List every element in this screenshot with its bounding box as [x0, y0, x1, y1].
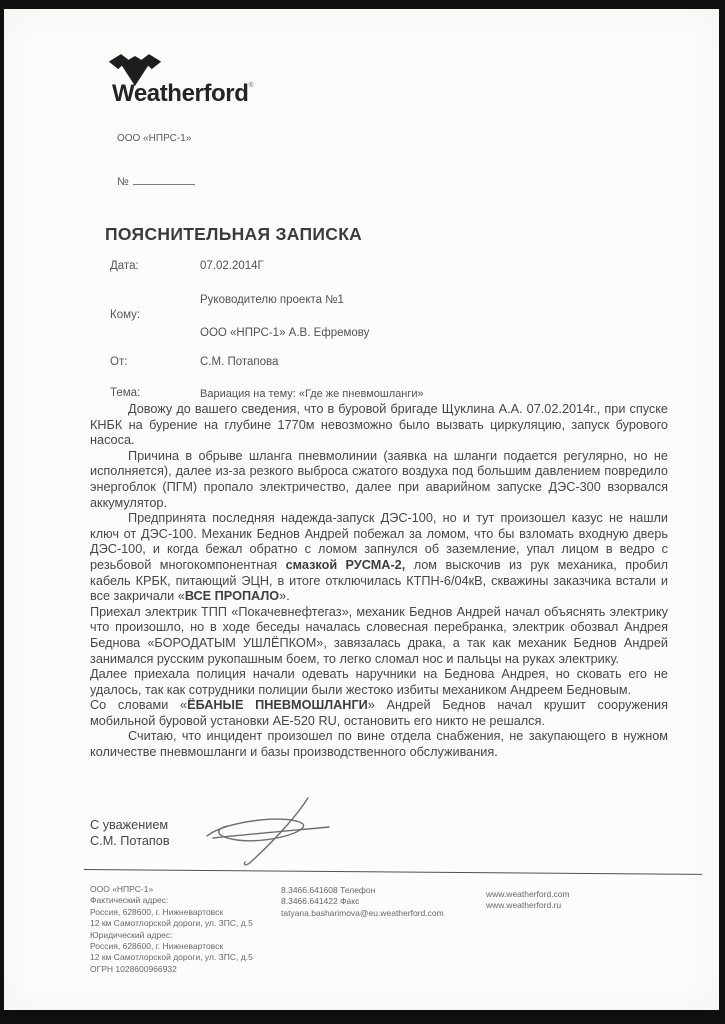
letter-body	[90, 402, 668, 761]
paragraph-text: Довожу до вашего сведения, что в буровой бригаде Щуклина А.А. 07.02.2014г., при спуске КНБК на бурение на глубине 1770м невозможно было вызвать циркуляцию, запуск бурового насоса.	[90, 402, 668, 448]
subject-label: Тема:	[110, 387, 141, 399]
paragraph-text: Приехал электрик ТПП «Покачевнефтегаз», механик Беднов Андрей начал объяснять электрику что произошло, но в ходе беседы началась словесная перебранка, электрик обозвал Андрея Беднова «БОРОДАТЫМ УШЛЁПКОМ», завязалась драка, а так как механик Беднов Андрей занимался русским рукопашным боем, то легко сломал нос и пальцы на руках электрику.	[90, 604, 668, 666]
paragraph-text: ».	[279, 589, 290, 604]
company-wordmark	[112, 80, 253, 108]
from-label: От:	[110, 356, 128, 368]
footer-website-com: www.weatherford.com	[486, 889, 570, 899]
paragraph-text: Предпринята последняя надежда-запуск ДЭС-100, но и тут произошел казус не нашли ключ от ДЭС-100. Механик Беднов Андрей побежал за ломом, что бы взломать входную дверь ДЭС-100, и когда бежал обратно с ломом запнулся об заземление, упал лицом в ведро с резьбовой многокомпонентная	[90, 511, 668, 572]
footer-address-line: Россия, 628600, г. Нижневартовск	[90, 906, 224, 917]
bold-text-rusma-grease: смазкой РУСМА-2,	[285, 557, 406, 572]
footer-org-name: ООО «НПРС-1»	[90, 884, 154, 894]
body-paragraph	[90, 667, 668, 698]
paragraph-text: Со словами «	[90, 698, 188, 713]
footer-email: tatyana.basharimova@eu.weatherford.com	[281, 907, 444, 918]
paragraph-text: Причина в обрыве шланга пневмолинии (заявка на шланги подается регулярно, но не исполняется), далее из-за резкого выброса сжатого воздуха под большим давлением повредило энергоблок (ПГМ) пропало электричество, далее при аварийном запуске ДЭС-300 взорвался аккумулятор.	[90, 448, 668, 510]
document-title: ПОЯСНИТЕЛЬНАЯ ЗАПИСКА	[105, 224, 363, 244]
from-value: С.М. Потапова	[200, 356, 279, 368]
body-paragraph	[90, 698, 668, 729]
paragraph-text: » Андрей Беднов начал крушит сооружения мобильной буровой установки АЕ-520 RU, остановить его никто не решался.	[90, 698, 668, 728]
footer-fax: 8.3466.641422 Факс	[281, 896, 360, 907]
bold-text-all-lost: ВСЕ ПРОПАЛО	[184, 589, 280, 604]
company-name: Weatherford	[112, 80, 249, 107]
date-label: Дата:	[110, 260, 139, 272]
footer-web-block	[486, 889, 570, 912]
to-recipient-name: ООО «НПРС-1» А.В. Ефремову	[200, 327, 370, 339]
sender-name: С.М. Потапов	[90, 834, 170, 848]
handwritten-signature	[193, 796, 351, 874]
body-paragraph	[90, 729, 668, 760]
date-value: 07.02.2014Г	[200, 260, 264, 272]
footer-address-line: 12 км Самотлорской дороги, ул. ЗПС, д.5	[90, 952, 253, 963]
footer-ogrn: ОГРН 1028600966932	[90, 963, 177, 974]
subject-value: Вариация на тему: «Где же пневмошланги»	[200, 388, 424, 400]
document-number-row	[117, 174, 195, 188]
footer-legal-address-label: Юридический адрес:	[90, 929, 173, 940]
bold-text-pnevmoshlangi: ЁБАНЫЕ ПНЕВМОШЛАНГИ	[187, 698, 368, 713]
body-paragraph	[90, 605, 668, 667]
footer-website-ru: www.weatherford.ru	[486, 900, 562, 911]
footer-actual-address-label: Фактический адрес:	[90, 895, 169, 906]
footer-contact-block	[281, 885, 444, 919]
number-label: №	[117, 176, 129, 188]
footer-address-block	[90, 884, 253, 975]
org-name: ООО «НПРС-1»	[117, 133, 192, 144]
closing-salutation: С уважением	[90, 818, 169, 832]
paragraph-text: Далее приехала полиция начали одевать наручники на Беднова Андрея, но сковать его не удалось, так как сотрудники полиции были жестоко избиты механиком Андреем Бедновым.	[90, 667, 668, 697]
footer-address-line: 12 км Самотлорской дороги, ул. ЗПС, д.5	[90, 918, 253, 929]
body-paragraph	[90, 511, 668, 605]
body-paragraph	[90, 449, 668, 511]
body-paragraph	[90, 402, 668, 449]
paragraph-text: Считаю, что инцидент произошел по вине отдела снабжения, не закупающего в нужном количестве пневмошланги и базы производственного обслуживания.	[90, 729, 668, 760]
paragraph-text: лом выскочив из рук механика, пробил кабель КРБК, питающий ЭЦН, в итоге отключилась КТПН-6/04кВ, скважины заказчика встали и все закричали «	[90, 557, 668, 604]
footer-address-line: Россия, 628600, г. Нижневартовск	[90, 941, 224, 952]
number-blank-line	[133, 174, 195, 185]
to-recipient-role: Руководителю проекта №1	[200, 294, 344, 306]
footer-phone: 8.3466.641608 Телефон	[281, 885, 376, 895]
to-label: Кому:	[110, 309, 141, 321]
closing-block	[90, 817, 170, 849]
registered-trademark-icon: ®	[248, 82, 254, 89]
